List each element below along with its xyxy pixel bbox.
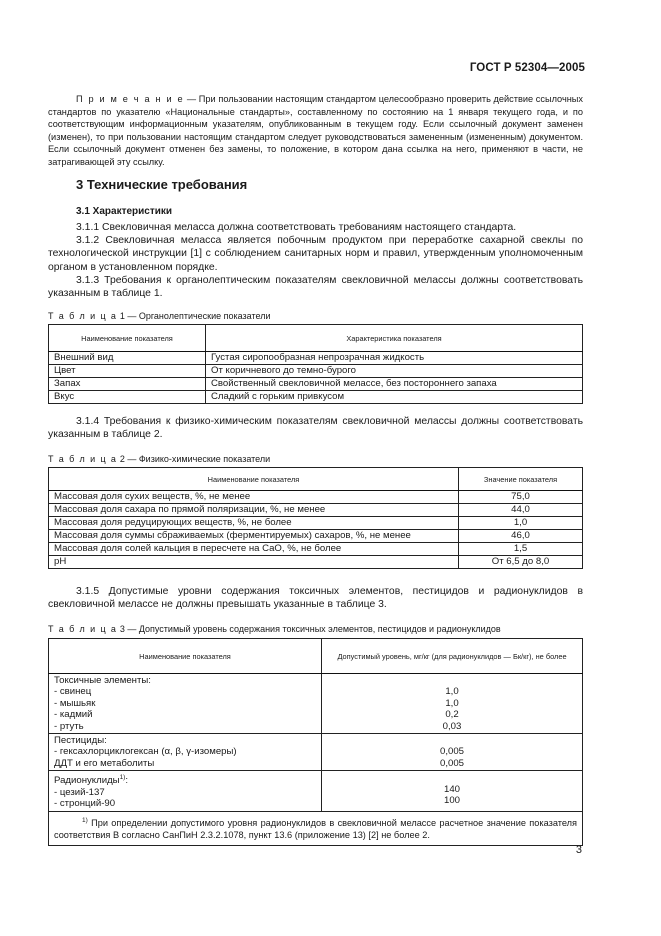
- table-header-cell: Характеристика показателя: [206, 325, 583, 352]
- table-row-group-pesticides: [49, 734, 583, 771]
- footnote-mark: 1): [82, 816, 88, 824]
- list-value: 0,005: [439, 757, 464, 769]
- paragraphs-block-1: [48, 221, 583, 300]
- table-row: [49, 543, 583, 556]
- paragraph-3-1-4: 3.1.4 Требования к физико-химическим показателям свекловичной мелассы должны соответствовать указанным в таблице 2.: [48, 416, 583, 441]
- group-title: [54, 772, 316, 787]
- table-cell: Густая сиропообразная непрозрачная жидкость: [206, 352, 583, 365]
- table-header-row: [49, 325, 583, 352]
- table3-caption-text: 3 — Допустимый уровень содержания токсичных элементов, пестицидов и радионуклидов: [117, 624, 501, 634]
- table-header-cell: Наименование показателя: [49, 639, 322, 674]
- table-header-cell: Наименование показателя: [49, 468, 459, 491]
- group-title-text: Радионуклиды: [54, 775, 120, 787]
- table-cell-values: [322, 734, 583, 771]
- table-cell-names: [49, 771, 322, 811]
- table-row: [49, 352, 583, 365]
- table-cell: Массовая доля сахара по прямой поляризации, %, не менее: [49, 504, 459, 517]
- subsection-title: 3.1 Характеристики: [76, 206, 173, 217]
- table2-caption: [48, 454, 270, 464]
- table-row: [49, 365, 583, 378]
- table-row-group-radionuclides: [49, 771, 583, 811]
- note-text: — При пользовании настоящим стандартом целесообразно проверить действие ссылочных стандартов по указателю «Национальные стандарты», составленному по состоянию на 1 января текущего года, и по соответствующим информационным указателям, опубликованным в текущем году. Если ссылочный документ заменен (изменен), то при пользовании настоящим стандартом следует руководствоваться замененным (измененным) документом. Если ссылочный документ отменен без замены, то положение, в котором дана ссылка на него, применяют в части, не затрагивающей эту ссылку.: [48, 94, 584, 167]
- footnote-text: При определении допустимого уровня радионуклидов в свекловичной мелассе расчетное значение показателя соответствия В согласно СанПиН 2.3.2.1078, пункт 13.6 (приложение 13) [2] не более 2.: [54, 817, 577, 841]
- paragraph-3-1-2: 3.1.2 Свекловичная меласса является побочным продуктом при переработке сахарной свеклы по технологической инструкции [1] с соблюдением санитарных норм и правил, утвержденным уполномоченным органом в установленном порядке.: [48, 235, 583, 273]
- table-row: [49, 504, 583, 517]
- table-cell: От коричневого до темно-бурого: [206, 365, 583, 378]
- table-row: [49, 517, 583, 530]
- table-row: [49, 491, 583, 504]
- list-item: - свинец: [54, 686, 92, 698]
- table-cell-values: [322, 674, 583, 734]
- document-id: ГОСТ Р 52304—2005: [469, 62, 585, 74]
- table-cell: Запах: [49, 378, 206, 391]
- table-cell: Свойственный свекловичной мелассе, без постороннего запаха: [206, 378, 583, 391]
- table-header-row: [49, 639, 583, 674]
- table2-caption-text: 2 — Физико-химические показатели: [117, 454, 271, 464]
- table-row: [49, 391, 583, 404]
- group-title: Токсичные элементы:: [54, 675, 151, 686]
- table-physicochemical: [48, 467, 583, 569]
- table-cell: Массовая доля редуцирующих веществ, %, не более: [49, 517, 459, 530]
- table-cell: Массовая доля сухих веществ, %, не менее: [49, 491, 459, 504]
- table-row: [49, 530, 583, 543]
- table2-caption-label: Т а б л и ц а: [48, 454, 118, 464]
- table-footnote-row: [49, 811, 583, 845]
- table-cell: 75,0: [459, 491, 583, 504]
- list-item: - ртуть: [54, 720, 84, 732]
- list-value: 140: [443, 783, 460, 795]
- footnote-ref: 1): [119, 774, 126, 782]
- table-header-cell: Значение показателя: [459, 468, 583, 491]
- table-cell: Сладкий с горьким привкусом: [206, 391, 583, 404]
- list-item: - мышьяк: [54, 697, 96, 709]
- table1-caption: [48, 311, 271, 321]
- table1-caption-label: Т а б л и ц а: [48, 311, 118, 321]
- table-footnote: [49, 811, 583, 845]
- list-item: - стронций-90: [54, 798, 116, 810]
- list-item: - кадмий: [54, 709, 93, 721]
- table-organoleptic: [48, 324, 583, 404]
- paragraph-3-1-1: 3.1.1 Свекловичная меласса должна соответствовать требованиям настоящего стандарта.: [76, 222, 517, 233]
- table-cell: 46,0: [459, 530, 583, 543]
- note-paragraph: [48, 93, 583, 169]
- table3-caption: [48, 624, 501, 634]
- note-lead: П р и м е ч а н и е: [76, 94, 185, 104]
- list-value: 1,0: [445, 686, 459, 698]
- table-cell-values: [322, 771, 583, 811]
- list-value: 0,005: [439, 746, 464, 758]
- list-item: ДДТ и его метаболиты: [54, 757, 155, 769]
- table-row-group-toxic: [49, 674, 583, 734]
- table-row: [49, 378, 583, 391]
- note-block: [48, 93, 583, 169]
- table-cell-names: [49, 674, 322, 734]
- table-cell: Цвет: [49, 365, 206, 378]
- table-cell: Массовая доля солей кальция в пересчете на CaO, %, не более: [49, 543, 459, 556]
- table1-caption-text: 1 — Органолептические показатели: [117, 311, 271, 321]
- list-value: 1,0: [445, 697, 459, 709]
- list-item: - гексахлорциклогексан (α, β, γ-изомеры): [54, 746, 237, 758]
- table-cell: Массовая доля суммы сбраживаемых (ферментируемых) сахаров, %, не менее: [49, 530, 459, 543]
- table-cell: Внешний вид: [49, 352, 206, 365]
- table-toxic-limits: [48, 638, 583, 846]
- table3-caption-label: Т а б л и ц а: [48, 624, 118, 634]
- table-cell: Вкус: [49, 391, 206, 404]
- table-header-cell: Наименование показателя: [49, 325, 206, 352]
- paragraph-3-1-5: 3.1.5 Допустимые уровни содержания токсичных элементов, пестицидов и радионуклидов в свекловичной мелассе не должны превышать указанные в таблице 3.: [48, 586, 583, 611]
- paragraphs-block-3: [48, 585, 583, 611]
- table-header-cell: Допустимый уровень, мг/кг (для радионуклидов — Бк/кг), не более: [322, 639, 583, 674]
- list-item: - цезий-137: [54, 786, 105, 798]
- table-cell: От 6,5 до 8,0: [459, 556, 583, 569]
- paragraphs-block-2: [48, 415, 583, 441]
- table-cell: 1,0: [459, 517, 583, 530]
- group-title-tail: :: [125, 775, 129, 787]
- paragraph-3-1-3: 3.1.3 Требования к органолептическим показателям свекловичной мелассы должны соответствовать указанным в таблице 1.: [48, 274, 583, 300]
- table-cell: pH: [49, 556, 459, 569]
- list-value: 0,03: [442, 720, 462, 732]
- table-cell: 1,5: [459, 543, 583, 556]
- page-number: 3: [575, 844, 582, 856]
- table-row: [49, 556, 583, 569]
- table-cell-names: [49, 734, 322, 771]
- table-header-row: [49, 468, 583, 491]
- table-cell: 44,0: [459, 504, 583, 517]
- section-title: 3 Технические требования: [76, 177, 248, 192]
- group-title: Пестициды:: [54, 735, 107, 747]
- list-value: 0,2: [445, 709, 459, 721]
- list-value: 100: [443, 795, 460, 807]
